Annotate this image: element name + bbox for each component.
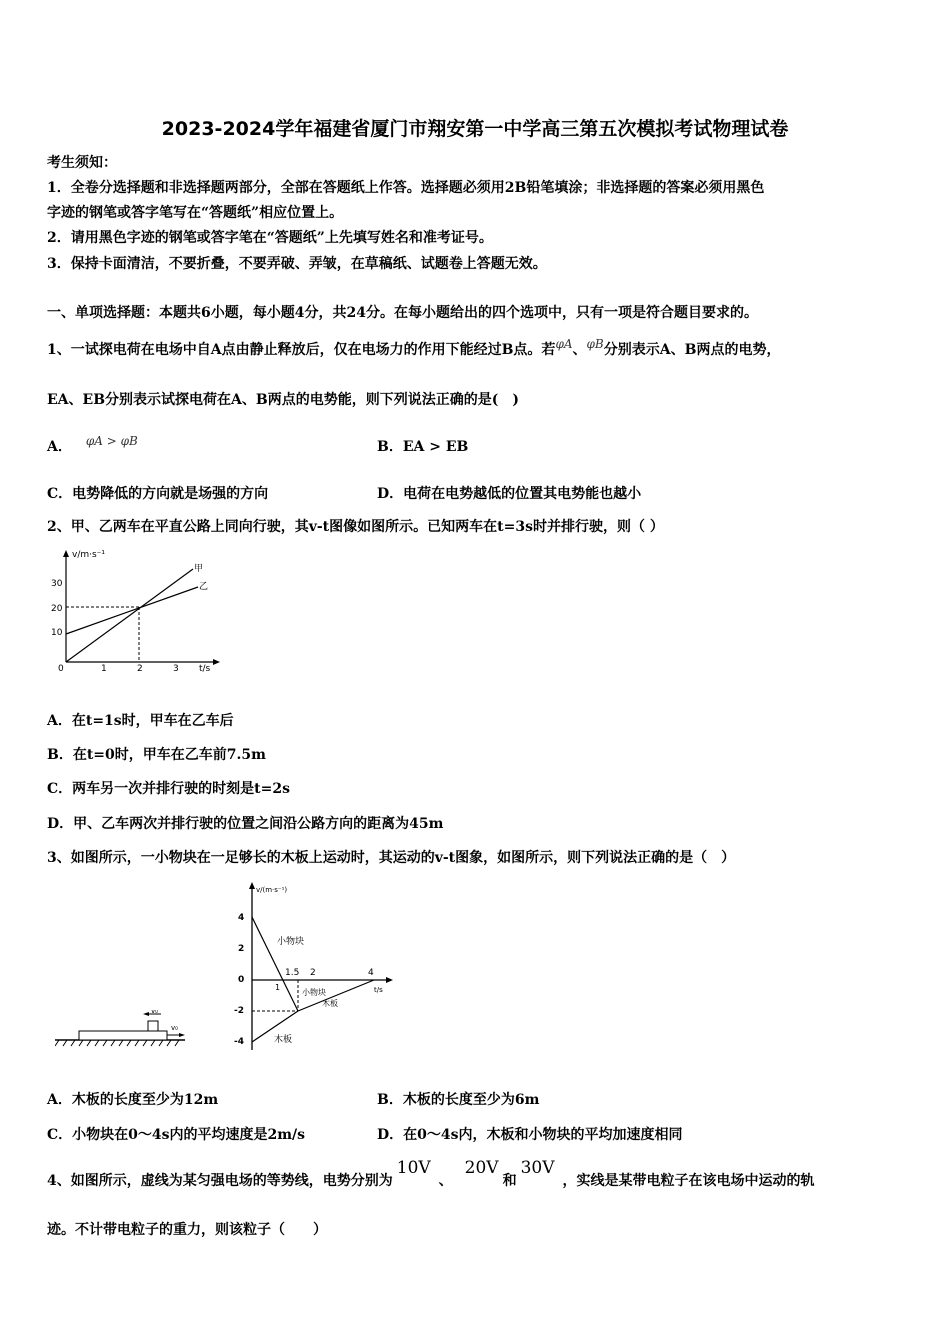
q3-ytick: -2: [234, 1006, 244, 1016]
q2-vt-graph: [48, 545, 228, 675]
q2-option: C．两车另一次并排行驶的时刻是t=2s: [47, 781, 290, 797]
q1-option-a-label: A．: [47, 439, 72, 455]
q2-stem: 2、甲、乙两车在平直公路上同向行驶，其v-t图像如图所示。已知两车在t=3s时并排行驶，则（ ）: [47, 519, 664, 535]
q3-option-c: C．小物块在0～4s内的平均速度是2m/s: [47, 1127, 306, 1143]
q1-option-a-expr: φA > φB: [85, 434, 138, 448]
q4-stem2: 迹。不计带电粒子的重力，则该粒子（ ）: [47, 1222, 327, 1238]
q2-xtick: 1: [101, 664, 107, 674]
q3-v0-board: v₀: [171, 1024, 178, 1032]
q3-y-arrow: [249, 882, 255, 889]
q3-block: [148, 1021, 158, 1031]
section-heading: 一、单项选择题：本题共6小题，每小题4分，共24分。在每小题给出的四个选项中，只有一项是符合题目要求的。: [47, 305, 758, 321]
q2-ytick: 0: [58, 664, 64, 674]
q2-label-yi: 乙: [199, 582, 209, 592]
phi-b-symbol: φB: [586, 337, 604, 351]
q3-ytick: 4: [238, 913, 245, 923]
q3-xlabel: t/s: [374, 986, 383, 994]
q4-and: 和: [502, 1173, 517, 1189]
q4-stem-a: 4、如图所示，虚线为某匀强电场的等势线，电势分别为: [47, 1173, 393, 1189]
q4-stem: [47, 1158, 815, 1190]
q3-board: [79, 1031, 167, 1040]
q3-label-board2: 木板: [322, 999, 338, 1008]
q3-x-arrow: [386, 977, 393, 983]
q3-ground-hatch: [55, 1040, 179, 1046]
q1-option-a: [47, 436, 138, 456]
q3-label-board: 木板: [274, 1035, 293, 1045]
q2-ytick: 10: [51, 628, 63, 638]
q2-option: A．在t=1s时，甲车在乙车后: [47, 713, 234, 729]
q4-potential-2: 20V: [464, 1158, 499, 1178]
phi-a-symbol: φA: [555, 337, 573, 351]
q3-label-block: 小物块: [277, 937, 305, 947]
q3-ytick: 2: [238, 944, 245, 954]
q3-v0-block: v₀: [151, 1010, 158, 1015]
q1-stem: [47, 339, 780, 359]
q2-x-arrow: [213, 659, 220, 665]
q4-stem-b: ，实线是某带电粒子在该电场中运动的轨: [562, 1173, 815, 1189]
q3-stem: 3、如图所示，一小物块在一足够长的木板上运动时，其运动的v-t图象，如图所示，则下列说法正确的是（ ）: [47, 850, 736, 866]
q3-ytick: -4: [234, 1037, 244, 1047]
q4-sep: 、: [438, 1173, 453, 1189]
q3-option-a: A．木板的长度至少为12m: [47, 1092, 219, 1108]
q1-stem-a: 1、一试探电荷在电场中自A点由静止释放后，仅在电场力的作用下能经过B点。若: [47, 342, 556, 358]
q3-option-b: B．木板的长度至少为6m: [377, 1092, 540, 1108]
q1-stem2: EA、EB分别表示试探电荷在A、B两点的电势能，则下列说法正确的是( ): [47, 392, 519, 408]
q3-xtick: 1: [275, 983, 281, 992]
q3-label-block2: 小物块: [302, 988, 326, 997]
q3-option-d: D．在0～4s内，木板和小物块的平均加速度相同: [377, 1127, 683, 1143]
q1-option-d: D．电荷在电势越低的位置其电势能也越小: [377, 486, 642, 502]
q4-potential-3: 30V: [520, 1158, 555, 1178]
q1-option-b: B．EA > EB: [377, 439, 469, 455]
q3-xtick: 2: [310, 968, 316, 978]
q3-xtick: 1.5: [285, 968, 300, 978]
q3-board-figure: [55, 1010, 195, 1050]
q1-option-c: C．电势降低的方向就是场强的方向: [47, 486, 269, 502]
notice-item: 字迹的钢笔或答字笔写在“答题纸”相应位置上。: [47, 205, 344, 221]
q2-xtick: 2: [137, 664, 143, 674]
notice-heading: 考生须知：: [47, 155, 117, 171]
notice-item: 2．请用黑色字迹的钢笔或答字笔在“答题纸”上先填写姓名和准考证号。: [47, 230, 493, 246]
q1-sep: 、: [572, 342, 587, 358]
q2-line-jia: [66, 569, 193, 662]
q3-vt-graph: [222, 880, 397, 1055]
q3-ylabel: v/(m·s⁻¹): [256, 886, 288, 894]
q3-arrow-block-head: [143, 1012, 149, 1016]
q3-xtick: 4: [368, 968, 374, 978]
q2-ylabel: v/m·s⁻¹: [72, 550, 106, 560]
q2-ytick: 20: [51, 604, 63, 614]
q3-arrow-board-head: [179, 1033, 185, 1037]
q2-xtick: 3: [173, 664, 179, 674]
q4-potential-1: 10V: [396, 1158, 431, 1178]
q2-xlabel: t/s: [199, 664, 211, 674]
page-title: 2023-2024学年福建省厦门市翔安第一中学高三第五次模拟考试物理试卷: [161, 118, 789, 140]
q3-ytick: 0: [238, 975, 245, 985]
q2-option: B．在t=0时，甲车在乙车前7.5m: [47, 747, 266, 763]
notice-item: 1．全卷分选择题和非选择题两部分，全部在答题纸上作答。选择题必须用2B铅笔填涂；非选择题的答案必须用黑色: [47, 180, 765, 196]
q2-option: D．甲、乙车两次并排行驶的位置之间沿公路方向的距离为45m: [47, 816, 444, 832]
q2-ytick: 30: [51, 579, 63, 589]
notice-item: 3．保持卡面清洁，不要折叠，不要弄破、弄皱，在草稿纸、试题卷上答题无效。: [47, 256, 547, 272]
q1-stem-b: 分别表示A、B两点的电势，: [603, 342, 781, 358]
q3-line-block: [252, 917, 298, 1011]
q2-y-arrow: [63, 550, 69, 557]
q2-label-jia: 甲: [194, 564, 204, 574]
q2-line-yi: [66, 587, 198, 634]
